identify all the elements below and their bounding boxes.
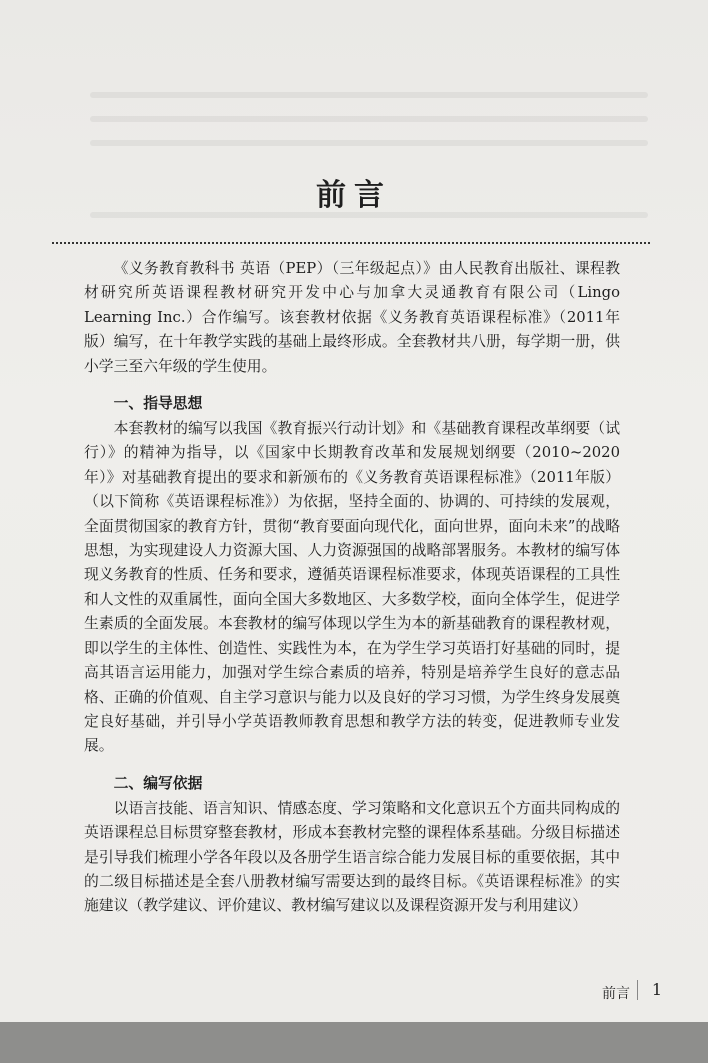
dotted-divider: [52, 242, 650, 244]
body-text: [84, 257, 620, 919]
bleed-through-line: [90, 116, 648, 122]
section-heading: 二、编写依据: [113, 774, 203, 792]
section-heading: 一、指导思想: [113, 395, 203, 413]
page-title: 前言: [316, 178, 392, 213]
page-number: 1: [651, 980, 662, 999]
section-paragraph: 以语言技能、语言知识、情感态度、学习策略和文化意识五个方面共同构成的英语课程总目标贯穿整套教材，形成本套教材完整的课程体系基础。分级目标描述是引导我们梳理小学各年段以及各册学生语言综合能力发展目标的重要依据，其中的二级目标描述是全套八册教材编写需要达到的最终目标。《英语课程标准》的实施建议（教学建议、评价建议、教材编写建议以及课程资源开发与利用建议）: [84, 799, 620, 915]
scan-background: [0, 1022, 708, 1063]
footer-separator: [637, 980, 638, 1000]
footer-section-label: 前言: [602, 986, 630, 1002]
bleed-through-line: [90, 92, 648, 98]
bleed-through-line: [90, 140, 648, 146]
section-paragraph: 本套教材的编写以我国《教育振兴行动计划》和《基础教育课程改革纲要（试行）》的精神为指导，以《国家中长期教育改革和发展规划纲要（2010~2020年）》对基础教育提出的要求和新颁布的《义务教育英语课程标准》（2011年版）（以下简称《英语课程标准》）为依据，坚持全面的、协调的、可持续的发展观，全面贯彻国家的教育方针，贯彻“教育要面向现代化，面向世界，面向未来”的战略思想，为实现建设人力资源大国、人力资源强国的战略部署服务。本教材的编写体现义务教育的性质、任务和要求，遵循英语课程标准要求，体现英语课程的工具性和人文性的双重属性，面向全国大多数地区、大多数学校，面向全体学生，促进学生素质的全面发展。本套教材的编写体现以学生为本的新基础教育的课程教材观，即以学生的主体性、创造性、实践性为本，在为学生学习英语打好基础的同时，提高其语言运用能力，加强对学生综合素质的培养，特别是培养学生良好的意志品格、正确的价值观、自主学习意识与能力以及良好的学习习惯，为学生终身发展奠定良好基础，并引导小学英语教师教育思想和教学方法的转变，促进教师专业发展。: [84, 420, 620, 755]
intro-paragraph: 《义务教育教科书 英语（PEP）（三年级起点）》由人民教育出版社、课程教材研究所英语课程教材研究开发中心与加拿大灵通教育有限公司（Lingo Learning Inc.）合作编写。该套教材依据《义务教育英语课程标准》（2011年版）编写，在十年教学实践的基础上最终形成。全套教材共八册，每学期一册，供小学三至六年级的学生使用。: [84, 260, 620, 375]
